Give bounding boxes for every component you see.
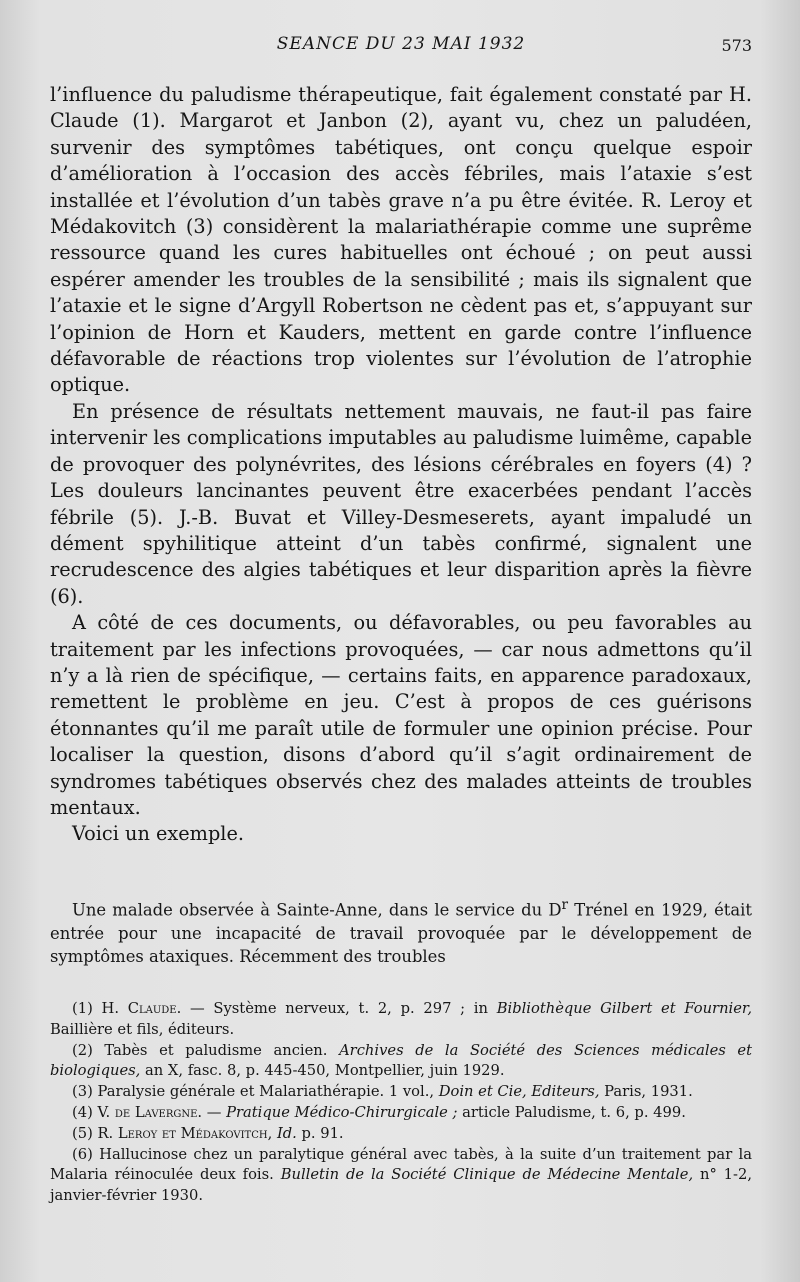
footnote-source: Pratique Médico-Chirurgicale ; — [226, 1103, 458, 1121]
footnote-text: — Système nerveux, t. 2, p. 297 ; in — [181, 1000, 497, 1017]
footnote-3 — [50, 1082, 752, 1103]
paragraph-2: En présence de résultats nettement mauvais, ne faut-il pas faire intervenir les complications imputables au paludisme luimême, capable de provoquer des polynévrites, des lésions cérébrales en foyers (4) ? Les douleurs lancinantes peuvent être exacerbées pendant l’accès fébrile (5). J.-B. Buvat et Villey-Desmeserets, ayant impaludé un dément spyhilitique atteint d’un tabès confirmé, signalent une recrudescence des algies tabétiques et leur disparition après la fièvre (6). — [50, 399, 752, 608]
footnote-rest: article Paludisme, t. 6, p. 499. — [457, 1103, 686, 1121]
footnote-2 — [50, 1041, 752, 1083]
footnote-5 — [50, 1124, 752, 1145]
footnote-rest: Paris, 1931. — [599, 1083, 693, 1101]
footnote-4 — [50, 1103, 752, 1124]
footnote-number: (5) — [72, 1124, 93, 1142]
paragraph-1: l’influence du paludisme thérapeutique, fait également constaté par H. Claude (1). Margarot et Janbon (2), ayant vu, chez un paludéen, survenir des symptômes tabétiques, ont conçu quelque espoir d’amélioration à l’occasion des accès fébriles, mais l’ataxie s’est installée et l’évolution d’un tabès grave n’a pu être évitée. R. Leroy et Médakovitch (3) considèrent la malariathérapie comme une suprême ressource quand les cures habituelles ont échoué ; on peut aussi espérer amender les troubles de la sensibilité ; mais ils signalent que l’ataxie et le signe d’Argyll Robertson ne cèdent pas et, s’appuyant sur l’opinion de Horn et Kauders, mettent en garde contre l’influence défavorable de réactions trop violentes sur l’évolution de l’atrophie optique. — [50, 83, 752, 397]
footnote-source: Bulletin de la Société Clinique de Médecine Mentale, — [280, 1166, 694, 1184]
footnote-rest: p. 91. — [296, 1124, 344, 1142]
footnote-number: (6) — [72, 1145, 93, 1163]
footnotes — [50, 999, 752, 1207]
footnote-author: R. Leroy et Médakovitch, — [97, 1124, 273, 1142]
page-number: 573 — [721, 36, 752, 55]
footnote-number: (3) — [72, 1083, 93, 1101]
paragraph-3: A côté de ces documents, ou défavorables, ou peu favorables au traitement par les infections provoquées, — car nous admettons qu’il n’y a là rien de spécifique, — certains faits, en apparence paradoxaux, remettent le problème en jeu. C’est à propos de ces guérisons étonnantes qu’il me paraît utile de formuler une opinion précise. Pour localiser la question, disons d’abord qu’il s’agit ordinairement de syndromes tabétiques observés chez des malades atteints de troubles mentaux. — [50, 611, 752, 819]
footnote-source: Id. — [276, 1124, 297, 1142]
case-text-a: Une malade observée à Sainte-Anne, dans le service du D — [72, 900, 562, 920]
footnote-rest: Baillière et fils, éditeurs. — [50, 1020, 235, 1038]
footnote-author: H. Claude. — [101, 1000, 182, 1017]
footnote-number: (4) — [72, 1103, 93, 1121]
footnote-number: (1) — [72, 1000, 93, 1017]
footnote-text: Tabès et paludisme ancien. — [92, 1041, 340, 1059]
footnote-source: Bibliothèque Gilbert et Fournier, — [496, 1000, 752, 1017]
footnote-source: Doin et Cie, Editeurs, — [438, 1083, 600, 1101]
footnote-rest: n° 1-2, janvier-février 1930. — [50, 1166, 752, 1205]
case-report — [50, 894, 752, 969]
paragraph-4: Voici un exemple. — [72, 822, 245, 846]
body-text — [50, 82, 752, 848]
footnote-text: Hallucinose chez un paralytique général avec tabès, à la suite d’un traitement par la Malaria réinoculée deux fois. — [50, 1145, 752, 1184]
case-text-b: Trénel en 1929, était entrée pour une incapacité de travail provoquée par le développement de symptômes ataxiques. Récemment des troubles — [50, 900, 752, 967]
footnote-text: — — [202, 1103, 227, 1121]
footnote-text: Paralysie générale et Malariathérapie. 1 vol., — [92, 1083, 439, 1101]
running-title: SEANCE DU 23 MAI 1932 — [276, 34, 526, 54]
footnote-number: (2) — [72, 1041, 93, 1059]
footnote-1 — [50, 999, 752, 1041]
footnote-rest: an X, fasc. 8, p. 445-450, Montpellier, juin 1929. — [140, 1062, 505, 1080]
footnote-source: Archives de la Société des Sciences médicales et biologiques, — [50, 1041, 753, 1080]
footnote-author: V. de Lavergne. — [97, 1103, 203, 1121]
doctor-abbrev-sup: r — [561, 897, 569, 913]
page-header — [50, 34, 752, 60]
footnote-6 — [50, 1145, 752, 1207]
